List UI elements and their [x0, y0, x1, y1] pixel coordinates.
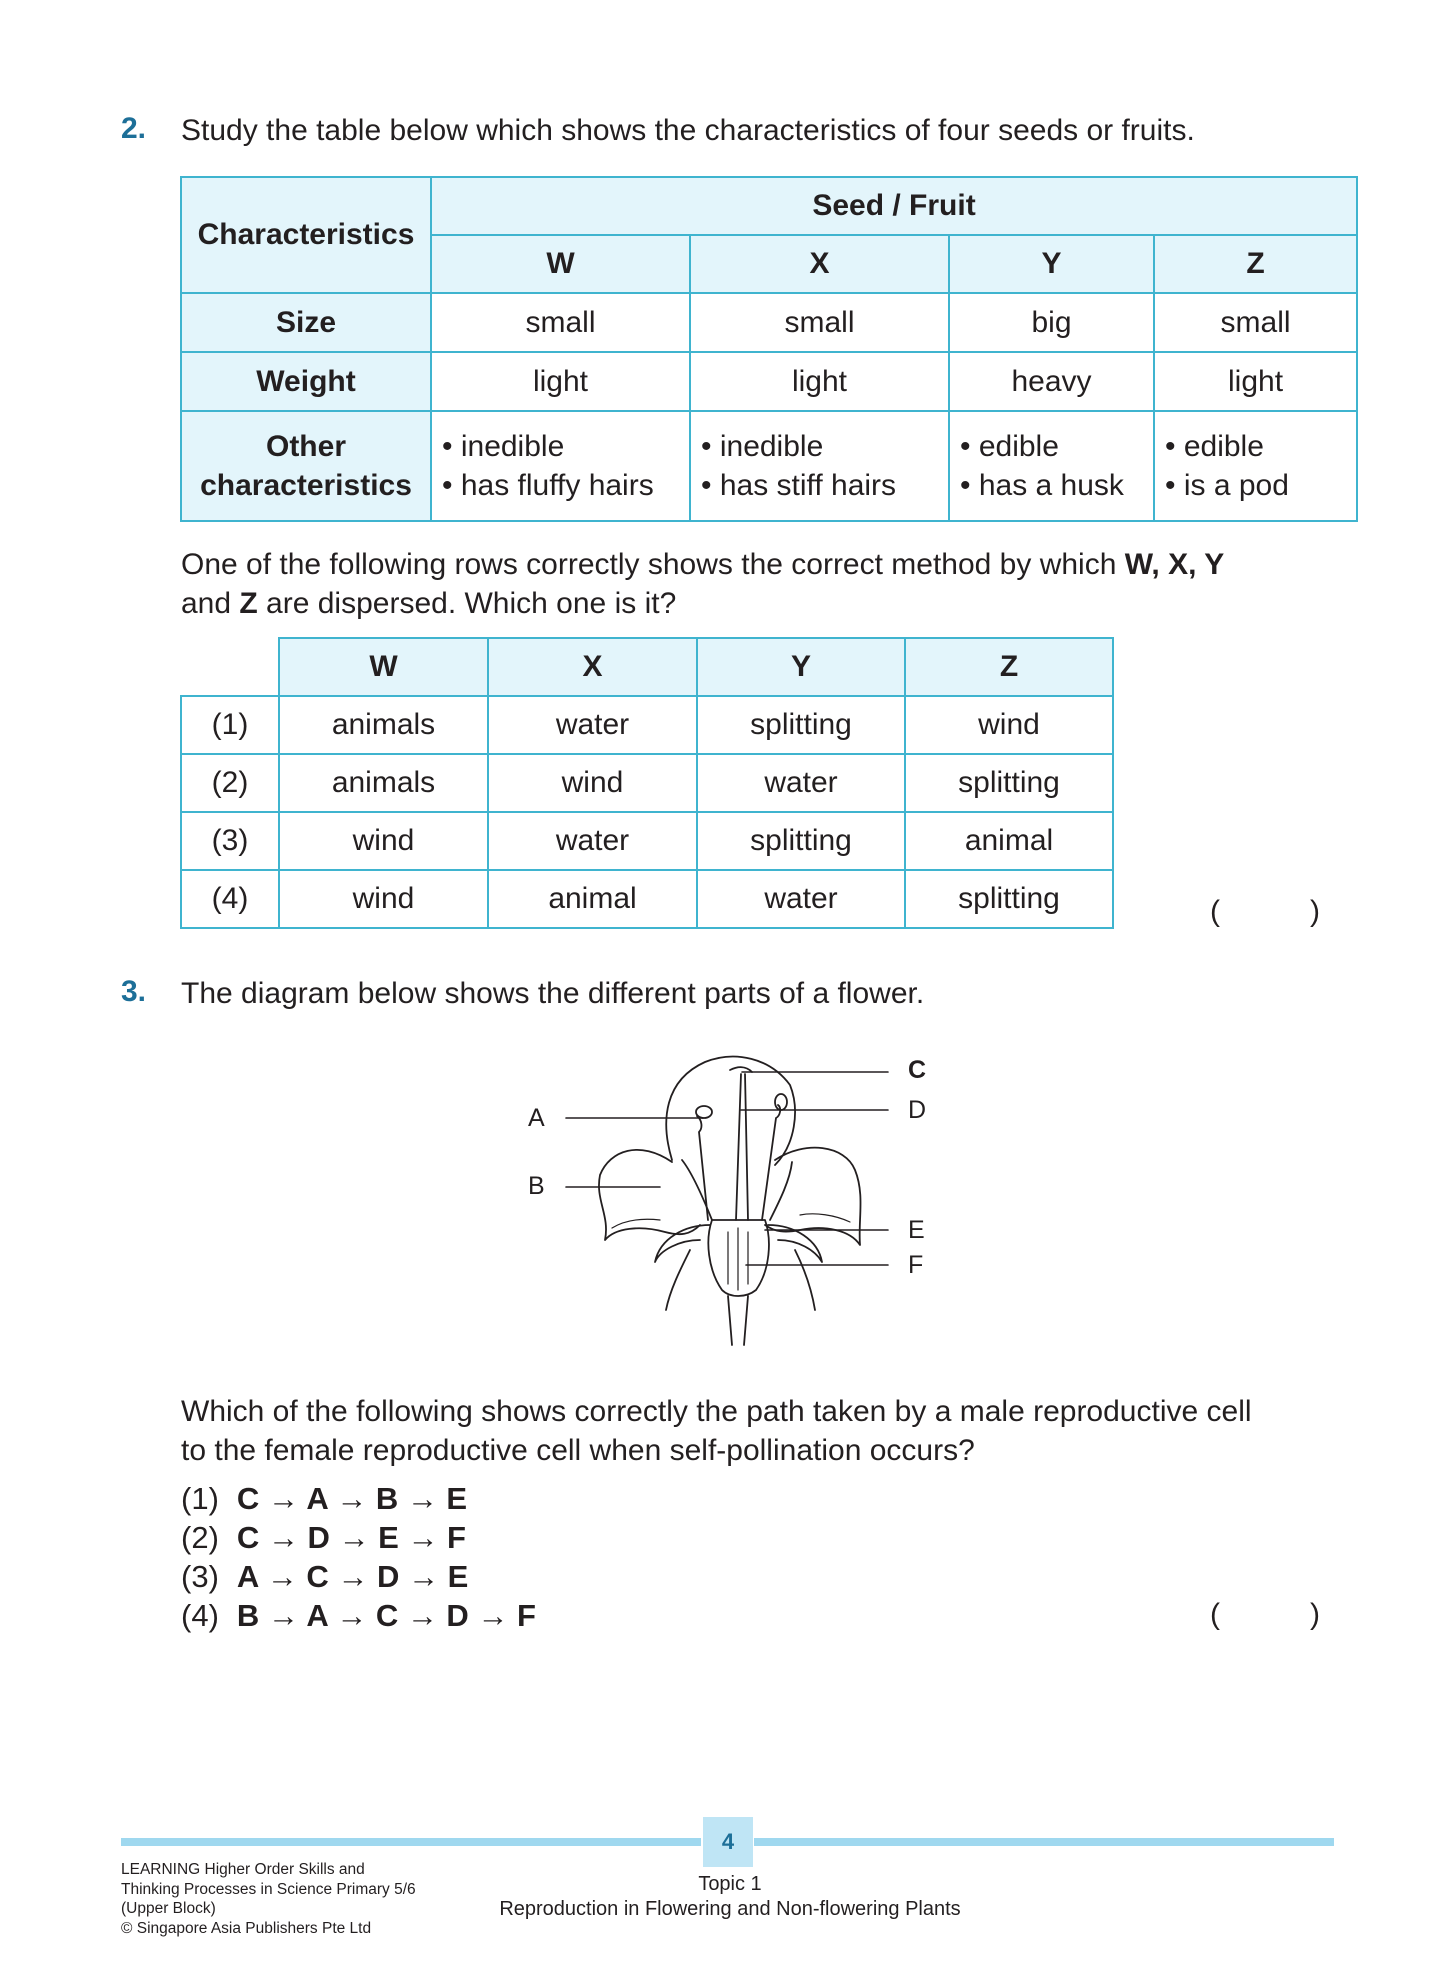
- bullet-text: • inedible: [701, 430, 824, 463]
- table-cell: wind: [905, 696, 1113, 754]
- table-cell: water: [488, 812, 697, 870]
- question-2-intro: Study the table below which shows the characteristics of four seeds or fruits.: [181, 114, 1195, 147]
- table-cell: splitting: [905, 754, 1113, 812]
- column-header: Z: [1154, 235, 1357, 293]
- bracket-open: (: [1210, 895, 1220, 928]
- table-cell: wind: [488, 754, 697, 812]
- prompt-text: One of the following rows correctly shows the correct method by which: [181, 548, 1125, 581]
- question-3-intro: The diagram below shows the different parts of a flower.: [181, 977, 925, 1010]
- sepal-left: [655, 1225, 710, 1262]
- table-cell: heavy: [949, 352, 1154, 411]
- bullet-text: • is a pod: [1165, 469, 1289, 502]
- question-3-prompt: [181, 1392, 1361, 1470]
- table-row: [181, 411, 1357, 521]
- label-c: C: [908, 1056, 927, 1084]
- option-1: [181, 1479, 467, 1518]
- prompt-line: Which of the following shows correctly the path taken by a male reproductive cell: [181, 1395, 1252, 1428]
- table-row: [181, 696, 1113, 754]
- column-header: X: [690, 235, 949, 293]
- bracket-close: ): [1310, 895, 1320, 928]
- table-cell: splitting: [697, 696, 905, 754]
- table-cell: splitting: [697, 812, 905, 870]
- table-cell: animal: [488, 870, 697, 928]
- table-cell: animals: [279, 754, 488, 812]
- row-label: Weight: [181, 352, 431, 411]
- question-3-number: 3.: [121, 975, 147, 1008]
- option-sequence: A → C → D → E: [236, 1559, 469, 1594]
- book-line: (Upper Block): [121, 1900, 216, 1917]
- label-a: A: [528, 1104, 545, 1132]
- column-header: X: [488, 638, 697, 696]
- book-line: Thinking Processes in Science Primary 5/6: [121, 1880, 416, 1898]
- bullet-text: • inedible: [442, 430, 565, 463]
- row-label-line: characteristics: [200, 469, 412, 502]
- table-cell: water: [697, 870, 905, 928]
- table-cell: light: [431, 352, 690, 411]
- table-row: [181, 293, 1357, 352]
- option-sequence: B → A → C → D → F: [236, 1598, 536, 1633]
- option-sequence: C → D → E → F: [236, 1520, 466, 1555]
- option-number: (1): [181, 1481, 219, 1516]
- column-header: W: [431, 235, 690, 293]
- prompt-text: are dispersed. Which one is it?: [257, 587, 677, 620]
- book-info: [121, 1860, 416, 1938]
- footer-rule-left: [121, 1838, 701, 1846]
- option-number: (3): [181, 812, 279, 870]
- answer-bracket-q2[interactable]: [1210, 895, 1320, 929]
- bullet-text: • edible: [960, 430, 1059, 463]
- table-cell: wind: [279, 870, 488, 928]
- table-cell: wind: [279, 812, 488, 870]
- table-cell: splitting: [905, 870, 1113, 928]
- bullet-text: • has fluffy hairs: [442, 469, 654, 502]
- table-row: [181, 352, 1357, 411]
- table-cell: [949, 411, 1154, 521]
- question-2-number: 2.: [121, 112, 147, 145]
- table-cell: water: [488, 696, 697, 754]
- table-cell: big: [949, 293, 1154, 352]
- label-e: E: [908, 1216, 925, 1244]
- option-number: (3): [181, 1559, 219, 1594]
- prompt-bold: W, X, Y: [1124, 548, 1225, 581]
- table-row: [181, 754, 1113, 812]
- option-4: [181, 1596, 536, 1635]
- bracket-close: ): [1310, 1598, 1320, 1631]
- option-2: [181, 1518, 466, 1557]
- flower-diagram: [560, 1045, 920, 1360]
- book-line: © Singapore Asia Publishers Pte Ltd: [121, 1919, 372, 1937]
- page-number: 4: [703, 1817, 753, 1867]
- ovary: [708, 1220, 769, 1296]
- table-row: [181, 812, 1113, 870]
- column-header: W: [279, 638, 488, 696]
- table-cell: [431, 411, 690, 521]
- footer-rule-right: [754, 1838, 1334, 1846]
- bullet-text: • has stiff hairs: [701, 469, 897, 502]
- table-cell: [690, 411, 949, 521]
- stamen-left-2: [682, 1160, 712, 1220]
- row-label: Size: [181, 293, 431, 352]
- label-b: B: [528, 1172, 545, 1200]
- table-cell: small: [431, 293, 690, 352]
- column-header: Y: [949, 235, 1154, 293]
- stalk: [728, 1296, 748, 1345]
- table-cell: [1154, 411, 1357, 521]
- style: [736, 1074, 748, 1220]
- question-2-prompt: [181, 545, 1361, 623]
- characteristics-header: Characteristics: [181, 177, 431, 293]
- topic-number: Topic 1: [698, 1873, 762, 1895]
- label-f: F: [908, 1251, 924, 1279]
- seed-fruit-header: Seed / Fruit: [431, 177, 1357, 235]
- option-number: (4): [181, 870, 279, 928]
- option-sequence: C → A → B → E: [236, 1481, 468, 1516]
- table-cell: animal: [905, 812, 1113, 870]
- option-number: (2): [181, 754, 279, 812]
- bullet-text: • has a husk: [960, 469, 1124, 502]
- table-cell: light: [690, 352, 949, 411]
- prompt-line: to the female reproductive cell when self-pollination occurs?: [181, 1434, 975, 1467]
- column-header: Y: [697, 638, 905, 696]
- topic-info: [430, 1872, 1030, 1922]
- bracket-open: (: [1210, 1598, 1220, 1631]
- option-number: (1): [181, 696, 279, 754]
- prompt-text: and: [181, 587, 240, 620]
- row-label: [181, 411, 431, 521]
- table-cell: animals: [279, 696, 488, 754]
- table-row: [181, 870, 1113, 928]
- table-cell: small: [690, 293, 949, 352]
- anther: [775, 1094, 787, 1110]
- answer-bracket-q3[interactable]: [1210, 1598, 1320, 1632]
- anther: [696, 1106, 712, 1118]
- option-number: (4): [181, 1598, 219, 1633]
- row-label-line: Other: [265, 430, 346, 463]
- book-line: LEARNING Higher Order Skills and: [121, 1861, 365, 1878]
- characteristics-table: [180, 176, 1358, 522]
- topic-title: Reproduction in Flowering and Non-flowering Plants: [499, 1898, 961, 1920]
- prompt-bold: Z: [239, 587, 258, 620]
- label-d: D: [908, 1096, 927, 1124]
- option-number: (2): [181, 1520, 219, 1555]
- option-3: [181, 1557, 468, 1596]
- table-cell: light: [1154, 352, 1357, 411]
- stamen-right-2: [770, 1162, 792, 1220]
- table-cell: small: [1154, 293, 1357, 352]
- dispersal-options-table: [180, 637, 1114, 929]
- table-cell: water: [697, 754, 905, 812]
- column-header: Z: [905, 638, 1113, 696]
- bullet-text: • edible: [1165, 430, 1264, 463]
- empty-corner: [181, 638, 279, 696]
